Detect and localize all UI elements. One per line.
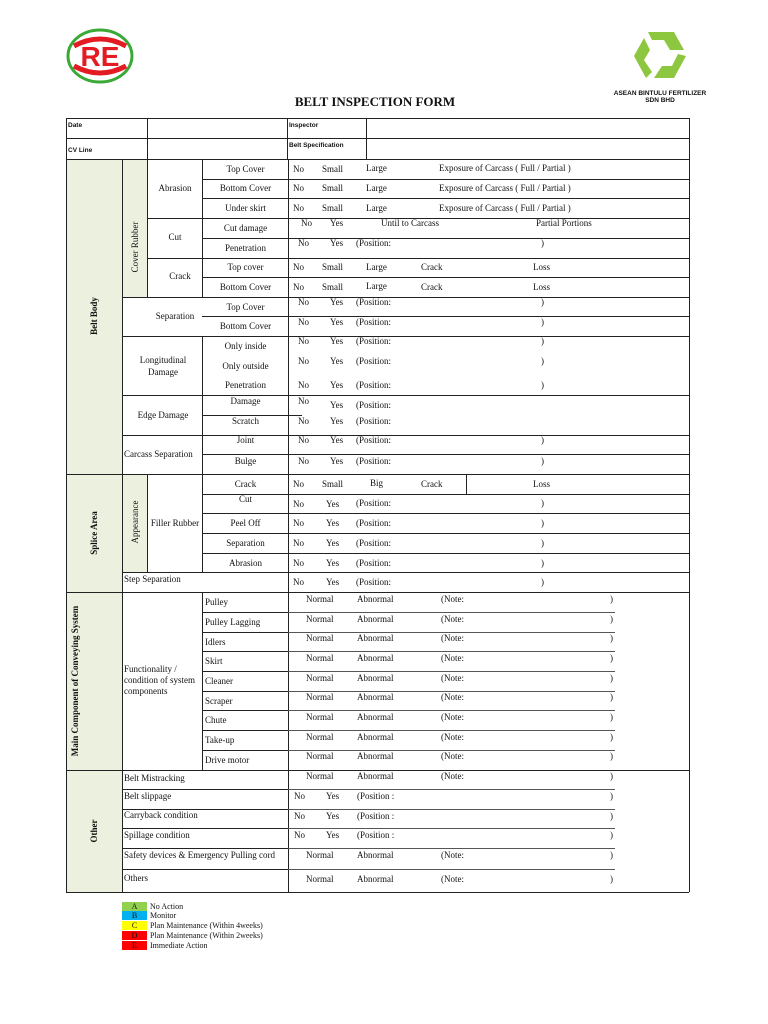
opt-yes[interactable]: Yes	[330, 456, 344, 466]
opt-yes[interactable]: Yes	[326, 499, 340, 509]
opt-normal[interactable]: Normal	[306, 614, 334, 624]
group-abrasion: Abrasion	[158, 183, 192, 193]
legend-label-d: Plan Maintenance (Within 2weeks)	[150, 931, 263, 940]
opt-yes[interactable]: Yes	[326, 811, 340, 821]
legend-label-c: Plan Maintenance (Within 4weeks)	[150, 921, 263, 930]
page-title: BELT INSPECTION FORM	[294, 94, 456, 109]
opt-yes[interactable]: Yes	[330, 336, 344, 346]
legend-code-c: C	[122, 921, 147, 930]
opt-yes[interactable]: Yes	[330, 416, 344, 426]
group-cut: Cut	[168, 232, 182, 242]
opt-close: )	[541, 435, 544, 445]
date-field[interactable]	[148, 119, 286, 137]
abf-company-name: ASEAN BINTULU FERTILIZER	[613, 90, 707, 97]
opt-close: )	[541, 356, 544, 366]
opt-close: )	[541, 518, 544, 528]
opt-yes[interactable]: Yes	[330, 400, 344, 410]
opt-position[interactable]: (Position :	[357, 830, 395, 840]
opt-position[interactable]: (Position :	[357, 791, 395, 801]
re-logo	[66, 28, 134, 84]
opt-position[interactable]: (Position:	[356, 238, 392, 248]
opt-partial-portions[interactable]: Partial Portions	[536, 218, 592, 228]
opt-abnormal[interactable]: Abnormal	[357, 751, 394, 761]
other-carryback: Carryback condition	[124, 810, 198, 820]
opt-normal[interactable]: Normal	[306, 874, 334, 884]
opt-close: )	[541, 336, 544, 346]
cover-rubber-label: Cover Rubber	[130, 221, 140, 273]
opt-large[interactable]: Large	[366, 281, 387, 291]
opt-no[interactable]: No	[293, 558, 304, 568]
belt-spec-label: Belt Specification	[289, 142, 344, 149]
opt-position[interactable]: (Position:	[356, 435, 392, 445]
opt-abnormal[interactable]: Abnormal	[357, 850, 394, 860]
opt-abnormal[interactable]: Abnormal	[357, 633, 394, 643]
opt-until-to-carcass[interactable]: Until to Carcass	[381, 218, 439, 228]
opt-close: )	[610, 653, 613, 663]
legend-label-e: Immediate Action	[150, 941, 208, 950]
opt-no[interactable]: No	[293, 518, 304, 528]
component-chute: Chute	[205, 715, 227, 725]
opt-position[interactable]: (Position:	[356, 456, 392, 466]
opt-small[interactable]: Small	[322, 262, 344, 272]
opt-large[interactable]: Large	[366, 262, 387, 272]
opt-abnormal[interactable]: Abnormal	[357, 614, 394, 624]
opt-normal[interactable]: Normal	[306, 633, 334, 643]
other-belt-mistracking: Belt Mistracking	[124, 773, 185, 783]
opt-position[interactable]: (Position:	[356, 356, 392, 366]
opt-position[interactable]: (Position:	[356, 558, 392, 568]
opt-no[interactable]: No	[298, 380, 309, 390]
opt-note[interactable]: (Note:	[441, 732, 464, 742]
opt-normal[interactable]: Normal	[306, 732, 334, 742]
legend-code-b: B	[122, 911, 147, 920]
item-damage: Damage	[230, 396, 261, 406]
inspector-field[interactable]	[367, 119, 688, 137]
opt-close: )	[610, 692, 613, 702]
opt-abnormal[interactable]: Abnormal	[357, 594, 394, 604]
opt-close: )	[610, 614, 613, 624]
opt-no[interactable]: No	[298, 297, 309, 307]
opt-close: )	[541, 317, 544, 327]
legend-code-d: D	[122, 931, 147, 940]
item-crack-splice: Crack	[234, 479, 257, 489]
item-peel-off: Peel Off	[230, 518, 261, 528]
other-belt-slippage: Belt slippage	[124, 791, 172, 801]
item-scratch: Scratch	[232, 416, 259, 426]
opt-no[interactable]: No	[294, 791, 305, 801]
item-cut-splice: Cut	[238, 494, 252, 504]
component-drive-motor: Drive motor	[205, 755, 250, 765]
opt-close: )	[541, 538, 544, 548]
opt-abnormal[interactable]: Abnormal	[357, 692, 394, 702]
opt-crack[interactable]: Crack	[421, 479, 443, 489]
opt-note[interactable]: (Note:	[441, 850, 464, 860]
opt-position[interactable]: (Position:	[356, 380, 392, 390]
component-cleaner: Cleaner	[205, 676, 233, 686]
belt-spec-field[interactable]	[367, 139, 688, 158]
other-spillage: Spillage condition	[124, 830, 190, 840]
opt-yes[interactable]: Yes	[330, 218, 344, 228]
item-bottom-cover: Bottom Cover	[219, 183, 272, 193]
item-bulge: Bulge	[234, 456, 257, 466]
opt-no[interactable]: No	[293, 479, 304, 489]
inspector-label: Inspector	[289, 122, 319, 129]
opt-position[interactable]: (Position:	[356, 577, 392, 587]
cv-line-label: CV Line	[68, 147, 93, 154]
opt-close: )	[610, 874, 613, 884]
opt-large[interactable]: Large	[366, 183, 387, 193]
opt-close: )	[610, 633, 613, 643]
item-separation-splice: Separation	[226, 538, 265, 548]
opt-yes[interactable]: Yes	[330, 238, 344, 248]
opt-position[interactable]: (Position:	[356, 498, 392, 508]
opt-yes[interactable]: Yes	[326, 830, 340, 840]
opt-abnormal[interactable]: Abnormal	[357, 732, 394, 742]
opt-no[interactable]: No	[293, 203, 304, 213]
opt-yes[interactable]: Yes	[326, 518, 340, 528]
opt-close: )	[541, 380, 544, 390]
legend-code-a: A	[122, 902, 147, 911]
opt-no[interactable]: No	[298, 336, 309, 346]
opt-close: )	[610, 791, 613, 801]
opt-small[interactable]: Small	[322, 183, 344, 193]
opt-note[interactable]: (Note:	[441, 771, 464, 781]
opt-no[interactable]: No	[298, 396, 309, 406]
opt-abnormal[interactable]: Abnormal	[357, 712, 394, 722]
opt-close: )	[610, 751, 613, 761]
opt-normal[interactable]: Normal	[306, 771, 334, 781]
opt-no[interactable]: No	[293, 499, 304, 509]
svg-text:RE: RE	[80, 41, 120, 72]
abf-company-suffix: SDN BHD	[645, 97, 675, 104]
opt-position[interactable]: (Position:	[356, 538, 392, 548]
component-idlers: Idlers	[205, 637, 226, 647]
opt-no[interactable]: No	[298, 317, 309, 327]
opt-no[interactable]: No	[298, 238, 309, 248]
component-scraper: Scraper	[205, 696, 233, 706]
opt-close: )	[610, 673, 613, 683]
opt-no[interactable]: No	[298, 435, 309, 445]
component-pulley-lagging: Pulley Lagging	[205, 617, 261, 627]
opt-position[interactable]: (Position:	[356, 297, 392, 307]
opt-yes[interactable]: Yes	[330, 317, 344, 327]
item-bottom-cover-crack: Bottom Cover	[219, 282, 272, 292]
opt-yes[interactable]: Yes	[330, 356, 344, 366]
group-separation: Separation	[155, 311, 195, 321]
item-only-outside: Only outside	[222, 361, 269, 371]
opt-no[interactable]: No	[293, 577, 304, 587]
opt-position[interactable]: (Position:	[356, 336, 392, 346]
opt-position[interactable]: (Position:	[356, 518, 392, 528]
opt-loss[interactable]: Loss	[533, 479, 551, 489]
legend-label-b: Monitor	[150, 911, 177, 920]
opt-loss[interactable]: Loss	[533, 262, 551, 272]
opt-close: )	[541, 558, 544, 568]
opt-no[interactable]: No	[293, 538, 304, 548]
belt-body-label: Belt Body	[89, 297, 99, 335]
item-joint: Joint	[236, 435, 255, 445]
opt-no[interactable]: No	[293, 164, 304, 174]
opt-note[interactable]: (Note:	[441, 594, 464, 604]
opt-position[interactable]: (Position:	[356, 317, 392, 327]
item-top-cover-crack: Top cover	[227, 262, 264, 272]
opt-normal[interactable]: Normal	[306, 692, 334, 702]
opt-position[interactable]: (Position :	[357, 811, 395, 821]
other-others: Others	[124, 873, 148, 883]
opt-close: )	[541, 498, 544, 508]
opt-no[interactable]: No	[294, 830, 305, 840]
opt-note[interactable]: (Note:	[441, 614, 464, 624]
item-penetration: Penetration	[225, 243, 266, 253]
opt-no[interactable]: No	[293, 282, 304, 292]
item-under-skirt: Under skirt	[225, 203, 266, 213]
component-take-up: Take-up	[205, 735, 235, 745]
opt-yes[interactable]: Yes	[326, 577, 340, 587]
opt-close: )	[541, 297, 544, 307]
opt-close: )	[610, 732, 613, 742]
opt-no[interactable]: No	[293, 183, 304, 193]
opt-close: )	[541, 238, 544, 248]
opt-note[interactable]: (Note:	[441, 692, 464, 702]
opt-loss[interactable]: Loss	[533, 282, 551, 292]
item-bottom-cover-sep: Bottom Cover	[219, 321, 272, 331]
opt-no[interactable]: No	[298, 416, 309, 426]
opt-no[interactable]: No	[293, 262, 304, 272]
opt-small[interactable]: Small	[322, 203, 344, 213]
item-only-inside: Only inside	[224, 341, 267, 351]
splice-area-label: Splice Area	[89, 511, 99, 555]
opt-large[interactable]: Large	[366, 163, 387, 173]
opt-normal[interactable]: Normal	[306, 850, 334, 860]
opt-note[interactable]: (Note:	[441, 653, 464, 663]
date-label: Date	[68, 122, 83, 129]
other-label: Other	[89, 819, 99, 843]
opt-crack[interactable]: Crack	[421, 282, 443, 292]
opt-small[interactable]: Small	[322, 164, 344, 174]
opt-normal[interactable]: Normal	[306, 751, 334, 761]
opt-no[interactable]: No	[298, 356, 309, 366]
opt-small[interactable]: Small	[322, 479, 344, 489]
opt-normal[interactable]: Normal	[306, 673, 334, 683]
opt-note[interactable]: (Note:	[441, 633, 464, 643]
opt-abnormal[interactable]: Abnormal	[357, 771, 394, 781]
opt-close: )	[541, 456, 544, 466]
opt-yes[interactable]: Yes	[330, 380, 344, 390]
opt-exposure[interactable]: Exposure of Carcass ( Full / Partial )	[439, 203, 571, 213]
item-top-cover-sep: Top Cover	[226, 302, 265, 312]
opt-position[interactable]: (Position:	[356, 400, 392, 410]
opt-yes[interactable]: Yes	[330, 435, 344, 445]
legend-code-e: E	[122, 941, 147, 950]
opt-note[interactable]: (Note:	[441, 751, 464, 761]
opt-yes[interactable]: Yes	[326, 791, 340, 801]
opt-crack[interactable]: Crack	[421, 262, 443, 272]
opt-normal[interactable]: Normal	[306, 594, 334, 604]
appearance-label: Appearance	[130, 500, 140, 544]
legend-label-a: No Action	[150, 902, 184, 911]
main-component-label: Main Component of Conveying System	[70, 605, 80, 757]
opt-close: )	[610, 830, 613, 840]
item-abrasion-splice: Abrasion	[229, 558, 262, 568]
item-cut-damage: Cut damage	[223, 223, 268, 233]
opt-large[interactable]: Large	[366, 203, 387, 213]
opt-normal[interactable]: Normal	[306, 712, 334, 722]
abf-logo	[630, 28, 690, 82]
component-skirt: Skirt	[205, 656, 223, 666]
component-pulley: Pulley	[205, 597, 229, 607]
opt-exposure[interactable]: Exposure of Carcass ( Full / Partial )	[439, 183, 571, 193]
group-carcass-separation: Carcass Separation	[124, 449, 193, 459]
opt-note[interactable]: (Note:	[441, 673, 464, 683]
opt-exposure[interactable]: Exposure of Carcass ( Full / Partial )	[439, 163, 571, 173]
opt-close: )	[610, 771, 613, 781]
opt-small[interactable]: Small	[322, 282, 344, 292]
opt-normal[interactable]: Normal	[306, 653, 334, 663]
item-penetration-long: Penetration	[225, 380, 266, 390]
opt-note[interactable]: (Note:	[441, 712, 464, 722]
opt-abnormal[interactable]: Abnormal	[357, 673, 394, 683]
opt-close: )	[610, 850, 613, 860]
opt-no[interactable]: No	[294, 811, 305, 821]
opt-no[interactable]: No	[298, 456, 309, 466]
opt-no[interactable]: No	[301, 218, 312, 228]
opt-close: )	[610, 712, 613, 722]
group-longitudinal-damage: Longitudinal Damage	[139, 355, 187, 377]
opt-position[interactable]: (Position:	[356, 416, 392, 426]
group-step-separation: Step Separation	[124, 574, 181, 584]
opt-close: )	[541, 577, 544, 587]
group-functionality: Functionality / condition of system components	[124, 664, 195, 696]
opt-close: )	[610, 811, 613, 821]
opt-big[interactable]: Big	[370, 478, 384, 488]
group-filler-rubber: Filler Rubber	[150, 518, 200, 528]
opt-abnormal[interactable]: Abnormal	[357, 874, 394, 884]
opt-abnormal[interactable]: Abnormal	[357, 653, 394, 663]
opt-yes[interactable]: Yes	[330, 297, 344, 307]
group-crack: Crack	[169, 271, 191, 281]
opt-yes[interactable]: Yes	[326, 558, 340, 568]
opt-close: )	[610, 594, 613, 604]
opt-note[interactable]: (Note:	[441, 874, 464, 884]
item-top-cover: Top Cover	[226, 164, 265, 174]
opt-yes[interactable]: Yes	[326, 538, 340, 548]
group-edge-damage: Edge Damage	[137, 410, 189, 420]
other-safety-devices: Safety devices & Emergency Pulling cord	[124, 850, 276, 860]
cv-line-field[interactable]	[148, 139, 286, 158]
